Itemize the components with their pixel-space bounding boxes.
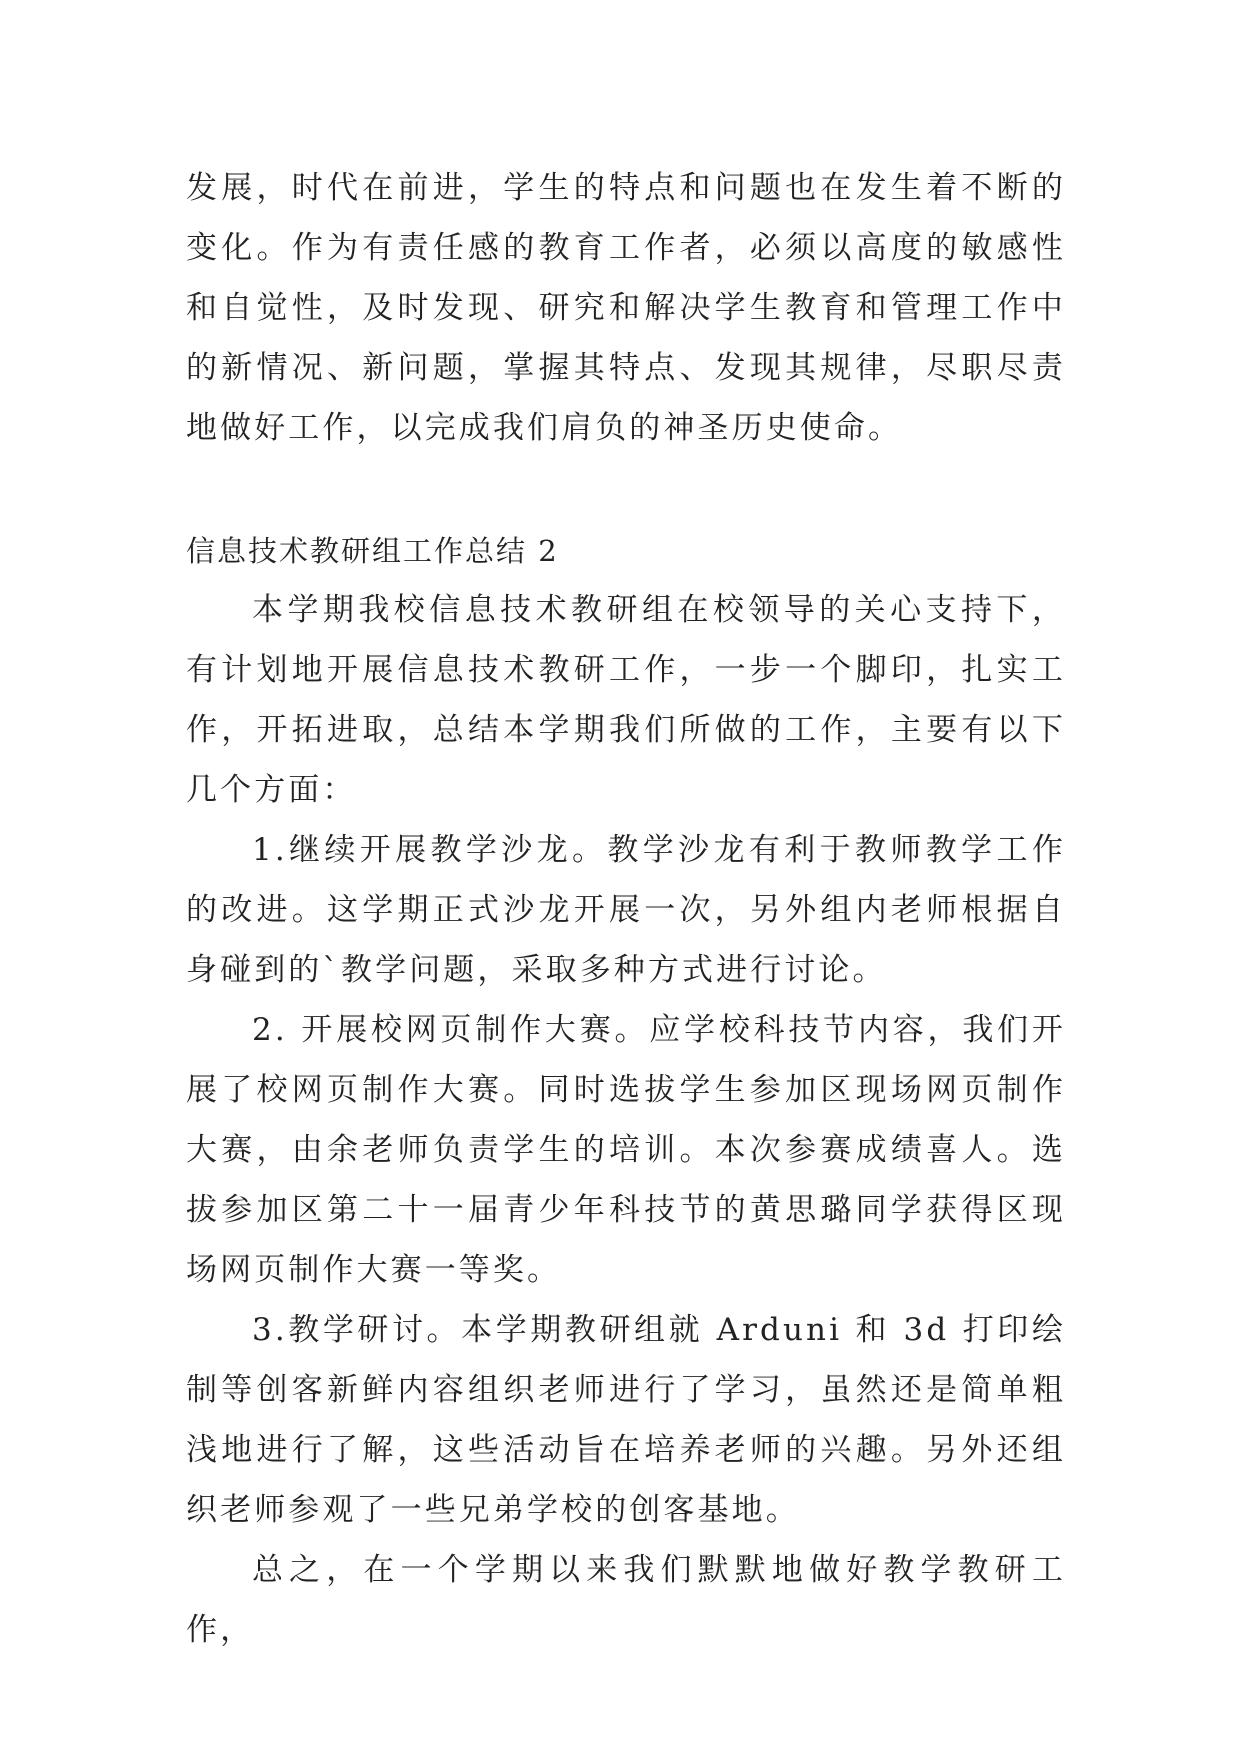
body-paragraph-intro: 本学期我校信息技术教研组在校领导的关心支持下，有计划地开展信息技术教研工作，一步一个脚印，扎实工作，开拓进取，总结本学期我们所做的工作，主要有以下几个方面： <box>186 592 1066 808</box>
body-paragraph-item-1: 1.继续开展教学沙龙。教学沙龙有利于教师教学工作的改进。这学期正式沙龙开展一次，另外组内老师根据自身碰到的`教学问题，采取多种方式进行讨论。 <box>186 832 1066 988</box>
document-body <box>186 158 1066 1660</box>
body-paragraph-item-2: 2. 开展校网页制作大赛。应学校科技节内容，我们开展了校网页制作大赛。同时选拔学生参加区现场网页制作大赛，由余老师负责学生的培训。本次参赛成绩喜人。选拔参加区第二十一届青少年科技节的黄思璐同学获得区现场网页制作大赛一等奖。 <box>186 1012 1066 1288</box>
section-heading: 信息技术教研组工作总结 2 <box>186 534 559 568</box>
section-spacer <box>186 458 1066 522</box>
body-paragraph-conclusion: 总之，在一个学期以来我们默默地做好教学教研工作， <box>186 1552 1066 1648</box>
intro-paragraph: 发展，时代在前进，学生的特点和问题也在发生着不断的变化。作为有责任感的教育工作者，必须以高度的敏感性和自觉性，及时发现、研究和解决学生教育和管理工作中的新情况、新问题，掌握其特点、发现其规律，尽职尽责地做好工作，以完成我们肩负的神圣历史使命。 <box>186 170 1066 446</box>
body-paragraph-item-3: 3.教学研讨。本学期教研组就 Arduni 和 3d 打印绘制等创客新鲜内容组织老师进行了学习，虽然还是简单粗浅地进行了解，这些活动旨在培养老师的兴趣。另外还组织老师参观了一些兄弟学校的创客基地。 <box>186 1312 1066 1528</box>
